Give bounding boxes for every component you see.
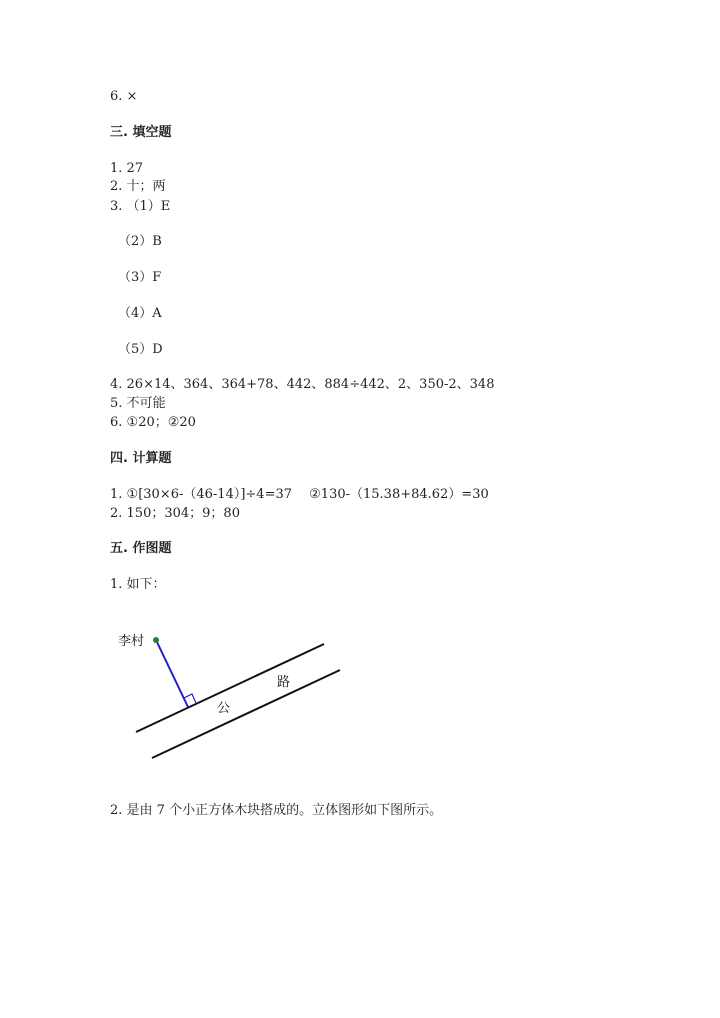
answer-line: （5）D xyxy=(118,342,163,357)
perpendicular-road-figure xyxy=(100,620,360,770)
road-edge-lower xyxy=(152,670,340,758)
answer-line: 2. 150；304；9；80 xyxy=(110,506,240,521)
answer-line: （3）F xyxy=(118,270,162,285)
answer-line: 1. 27 xyxy=(110,161,144,176)
answer-line: （2）B xyxy=(118,234,162,249)
road-label-lu: 路 xyxy=(277,675,291,690)
answer-line: 6. ①20；②20 xyxy=(110,415,196,430)
road-label-gong: 公 xyxy=(217,701,231,716)
section-heading-drawing: 五. 作图题 xyxy=(110,541,172,556)
answer-line: 1. 如下： xyxy=(110,577,166,592)
answer-line: （4）A xyxy=(118,306,162,321)
answer-line: 2. 十；两 xyxy=(110,179,166,194)
answer-line: 6. × xyxy=(110,89,138,104)
section-heading-calculation: 四. 计算题 xyxy=(110,451,172,466)
answer-line: 1. ①[30×6-（46-14）]÷4=37 ②130-（15.38+84.62）=30 xyxy=(110,487,489,502)
answer-line: 4. 26×14、364、364+78、442、884÷442、2、350-2、348 xyxy=(110,377,495,392)
perpendicular-line xyxy=(156,640,188,707)
village-label: 李村 xyxy=(118,634,145,649)
section-heading-fill-in: 三. 填空题 xyxy=(110,125,172,140)
answer-line: 3. （1）E xyxy=(110,199,171,214)
village-point xyxy=(153,637,159,643)
answer-line: 2. 是由 7 个小正方体木块搭成的。立体图形如下图所示。 xyxy=(110,803,443,818)
answer-line: 5. 不可能 xyxy=(110,396,166,411)
